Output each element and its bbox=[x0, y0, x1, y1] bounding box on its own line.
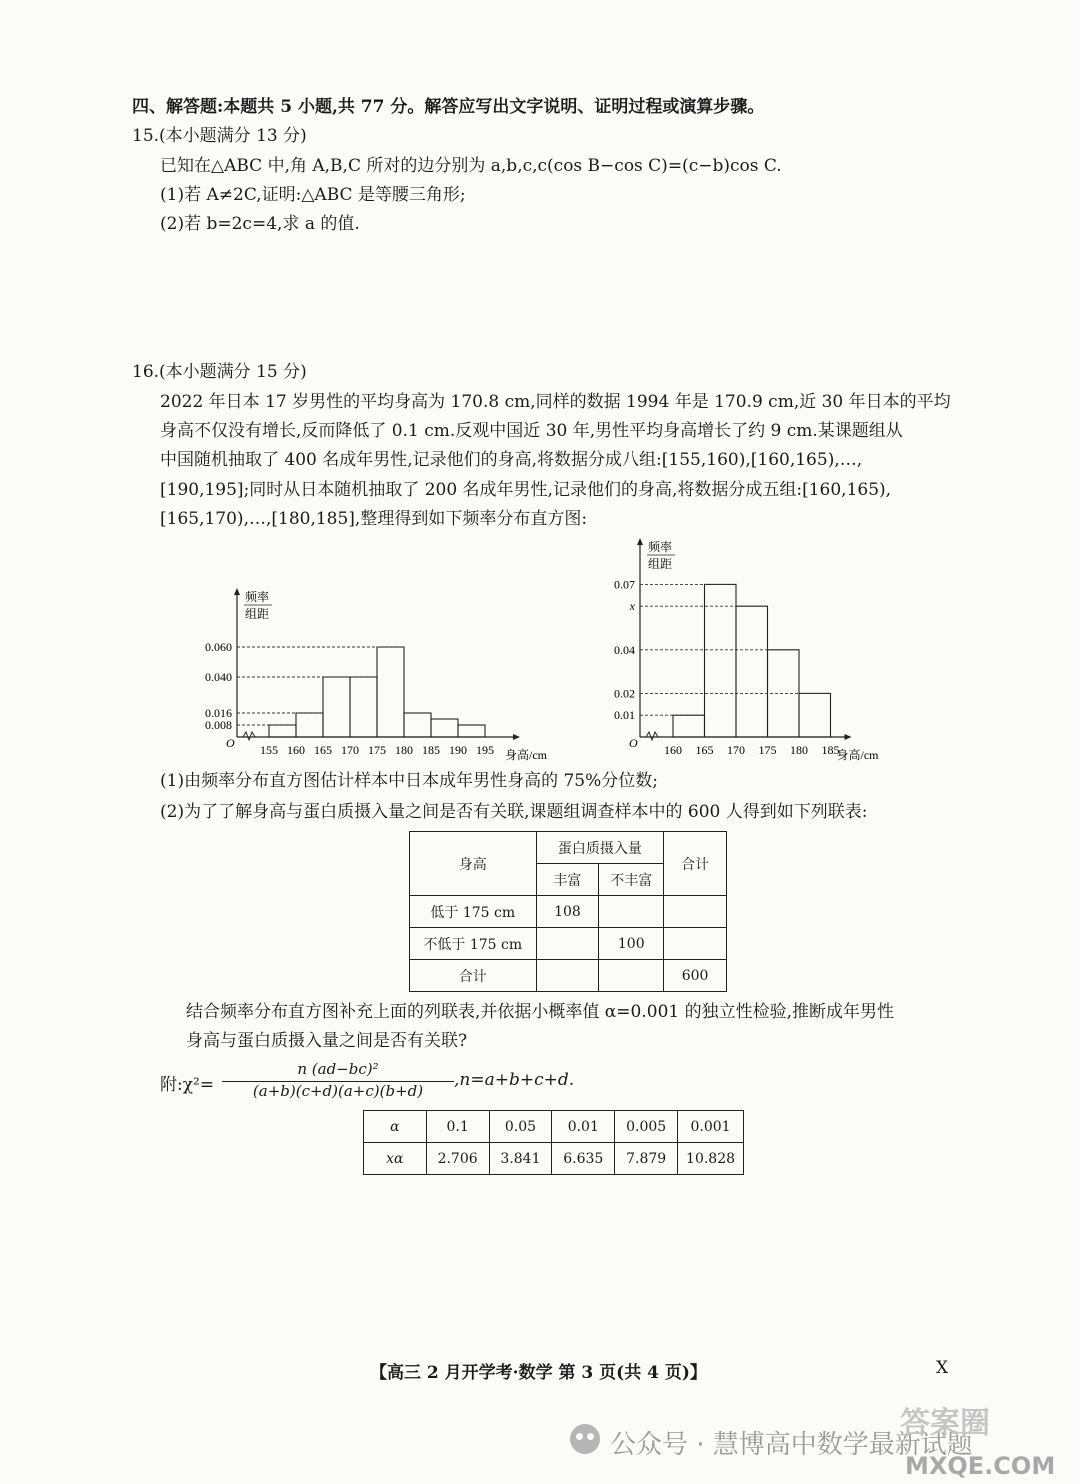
histogram-bar bbox=[799, 693, 831, 737]
alpha-value: 0.005 bbox=[615, 1111, 678, 1143]
y-axis-arrow bbox=[234, 588, 240, 595]
row-label: 合计 bbox=[410, 960, 537, 992]
q16-para-line: 中国随机抽取了 400 名成年男性,记录他们的身高,将数据分成八组:[155,160),[160,165),…, bbox=[160, 450, 863, 470]
critical-value: 2.706 bbox=[426, 1143, 489, 1175]
header-protein: 蛋白质摄入量 bbox=[536, 832, 664, 864]
histogram-bar bbox=[404, 713, 431, 737]
cell-poor bbox=[599, 896, 664, 928]
alpha-value: 0.001 bbox=[678, 1111, 744, 1143]
header-poor: 不丰富 bbox=[599, 864, 664, 896]
q16-para-line: [165,170),…,[180,185],整理得到如下频率分布直方图: bbox=[160, 509, 588, 529]
y-tick-label: 0.02 bbox=[614, 686, 635, 701]
y-tick-label: 0.060 bbox=[205, 640, 232, 654]
histogram-bar bbox=[705, 584, 737, 737]
cell-poor bbox=[599, 960, 664, 992]
cell-poor: 100 bbox=[599, 928, 664, 960]
x-tick-label: 175 bbox=[758, 743, 777, 757]
cell-rich: 108 bbox=[536, 896, 599, 928]
x-tick-label: 165 bbox=[695, 743, 714, 757]
table-row bbox=[410, 928, 727, 960]
q16-after-line: 结合频率分布直方图补充上面的列联表,并依据小概率值 α=0.001 的独立性检验,推断成年男性 bbox=[186, 1002, 895, 1022]
x-tick-label: 155 bbox=[260, 743, 278, 757]
critical-value-table bbox=[363, 1110, 744, 1175]
critical-value: 6.635 bbox=[552, 1143, 615, 1175]
histogram-bar bbox=[350, 677, 377, 737]
histogram-bar bbox=[323, 677, 350, 737]
watermark-stamp-top: 答案圈 bbox=[900, 1406, 990, 1441]
histogram-bar bbox=[296, 713, 323, 737]
x-tick-label: 170 bbox=[341, 743, 359, 757]
version-mark: X bbox=[936, 1358, 949, 1378]
x-axis-arrow bbox=[845, 734, 852, 740]
q15-part2: (2)若 b=2c=4,求 a 的值. bbox=[160, 214, 360, 234]
q15-part1: (1)若 A≠2C,证明:△ABC 是等腰三角形; bbox=[160, 185, 466, 205]
cell-total: 600 bbox=[664, 960, 727, 992]
y-tick-label: 0.016 bbox=[205, 706, 232, 720]
critical-value: 3.841 bbox=[489, 1143, 552, 1175]
histogram-bar bbox=[431, 719, 458, 737]
y-label-bottom: 组距 bbox=[648, 557, 673, 571]
formula-numerator: n (ad−bc)² bbox=[297, 1060, 379, 1078]
q15-title: 15.(本小题满分 13 分) bbox=[132, 126, 307, 146]
header-height: 身高 bbox=[410, 832, 537, 896]
axis-break bbox=[243, 732, 255, 740]
critical-value: 7.879 bbox=[615, 1143, 678, 1175]
formula-tail: ,n=a+b+c+d. bbox=[454, 1070, 575, 1090]
q15-stem: 已知在△ABC 中,角 A,B,C 所对的边分别为 a,b,c,c(cos B−cos C)=(c−b)cos C. bbox=[160, 156, 782, 176]
y-tick-label: x bbox=[629, 599, 635, 614]
histogram-bar bbox=[458, 725, 485, 737]
x-tick-label: 185 bbox=[422, 743, 440, 757]
table-row bbox=[410, 960, 727, 992]
x-tick-label: 180 bbox=[395, 743, 413, 757]
x-tick-label: 180 bbox=[790, 743, 808, 757]
origin-label: O bbox=[629, 736, 638, 750]
alpha-label: α bbox=[364, 1111, 427, 1143]
page-footer: 【高三 2 月开学考·数学 第 3 页(共 4 页)】 bbox=[370, 1363, 707, 1383]
y-tick-label: 0.01 bbox=[614, 708, 635, 723]
q16-para-line: 2022 年日本 17 岁男性的平均身高为 170.8 cm,同样的数据 1994 年是 170.9 cm,近 30 年日本的平均 bbox=[160, 392, 951, 412]
alpha-value: 0.1 bbox=[426, 1111, 489, 1143]
watermark-text: 公众号 · 慧博高中数学最新试题 bbox=[610, 1430, 973, 1460]
header-rich: 丰富 bbox=[536, 864, 599, 896]
cell-rich bbox=[536, 960, 599, 992]
chi-square-formula bbox=[160, 1060, 620, 1104]
q16-title: 16.(本小题满分 15 分) bbox=[132, 362, 307, 382]
x-tick-label: 175 bbox=[368, 743, 386, 757]
row-label: 低于 175 cm bbox=[410, 896, 537, 928]
x-tick-label: 160 bbox=[287, 743, 305, 757]
table-row bbox=[364, 1111, 744, 1143]
axis-break bbox=[646, 732, 658, 740]
histogram-bar bbox=[269, 725, 296, 737]
histogram-bar bbox=[673, 715, 705, 737]
wechat-icon bbox=[570, 1424, 600, 1454]
alpha-value: 0.05 bbox=[489, 1111, 552, 1143]
formula-lead: 附:χ²= bbox=[160, 1075, 215, 1095]
section-heading: 四、解答题:本题共 5 小题,共 77 分。解答应写出文字说明、证明过程或演算步骤。 bbox=[132, 97, 765, 117]
cell-rich bbox=[536, 928, 599, 960]
cell-total bbox=[664, 896, 727, 928]
q16-after-line: 身高与蛋白质摄入量之间是否有关联? bbox=[186, 1031, 468, 1051]
x-label: 身高/cm bbox=[505, 748, 547, 762]
critical-value: 10.828 bbox=[678, 1143, 744, 1175]
x-tick-label: 165 bbox=[314, 743, 332, 757]
q16-para-line: [190,195];同时从日本随机抽取了 200 名成年男性,记录他们的身高,将数据分成五组:[160,165), bbox=[160, 480, 892, 500]
q16-part1: (1)由频率分布直方图估计样本中日本成年男性身高的 75%分位数; bbox=[160, 771, 658, 791]
y-label-top: 频率 bbox=[648, 540, 673, 554]
y-label-top: 频率 bbox=[245, 590, 270, 604]
x-tick-label: 160 bbox=[664, 743, 682, 757]
y-axis-arrow bbox=[637, 538, 643, 545]
y-tick-label: 0.008 bbox=[205, 718, 232, 732]
formula-denominator: (a+b)(c+d)(a+c)(b+d) bbox=[252, 1082, 424, 1100]
x-tick-label: 195 bbox=[476, 743, 494, 757]
x-tick-label: 170 bbox=[727, 743, 745, 757]
y-tick-label: 0.04 bbox=[614, 642, 635, 657]
x-tick-label: 185 bbox=[821, 743, 840, 757]
y-tick-label: 0.040 bbox=[205, 670, 232, 684]
x-alpha-label: xα bbox=[364, 1143, 427, 1175]
japan-height-histogram bbox=[600, 535, 920, 765]
y-tick-label: 0.07 bbox=[614, 577, 635, 592]
header-total: 合计 bbox=[664, 832, 727, 896]
q16-para-line: 身高不仅没有增长,反而降低了 0.1 cm.反观中国近 30 年,男性平均身高增长了约 9 cm.某课题组从 bbox=[160, 421, 903, 441]
origin-label: O bbox=[226, 736, 235, 750]
q16-part2: (2)为了了解身高与蛋白质摄入量之间是否有关联,课题组调查样本中的 600 人得到如下列联表: bbox=[160, 802, 868, 822]
china-height-histogram bbox=[195, 585, 575, 765]
contingency-table bbox=[409, 831, 727, 992]
cell-total bbox=[664, 928, 727, 960]
x-tick-label: 190 bbox=[449, 743, 467, 757]
x-axis-arrow bbox=[513, 734, 520, 740]
histogram-bar bbox=[736, 606, 768, 737]
x-label: 身高/cm bbox=[836, 748, 879, 762]
alpha-value: 0.01 bbox=[552, 1111, 615, 1143]
row-label: 不低于 175 cm bbox=[410, 928, 537, 960]
table-row bbox=[410, 896, 727, 928]
histogram-bar bbox=[377, 647, 404, 737]
y-label-bottom: 组距 bbox=[245, 607, 270, 621]
table-row bbox=[364, 1143, 744, 1175]
watermark-stamp: MXQE.COM bbox=[905, 1452, 1056, 1480]
